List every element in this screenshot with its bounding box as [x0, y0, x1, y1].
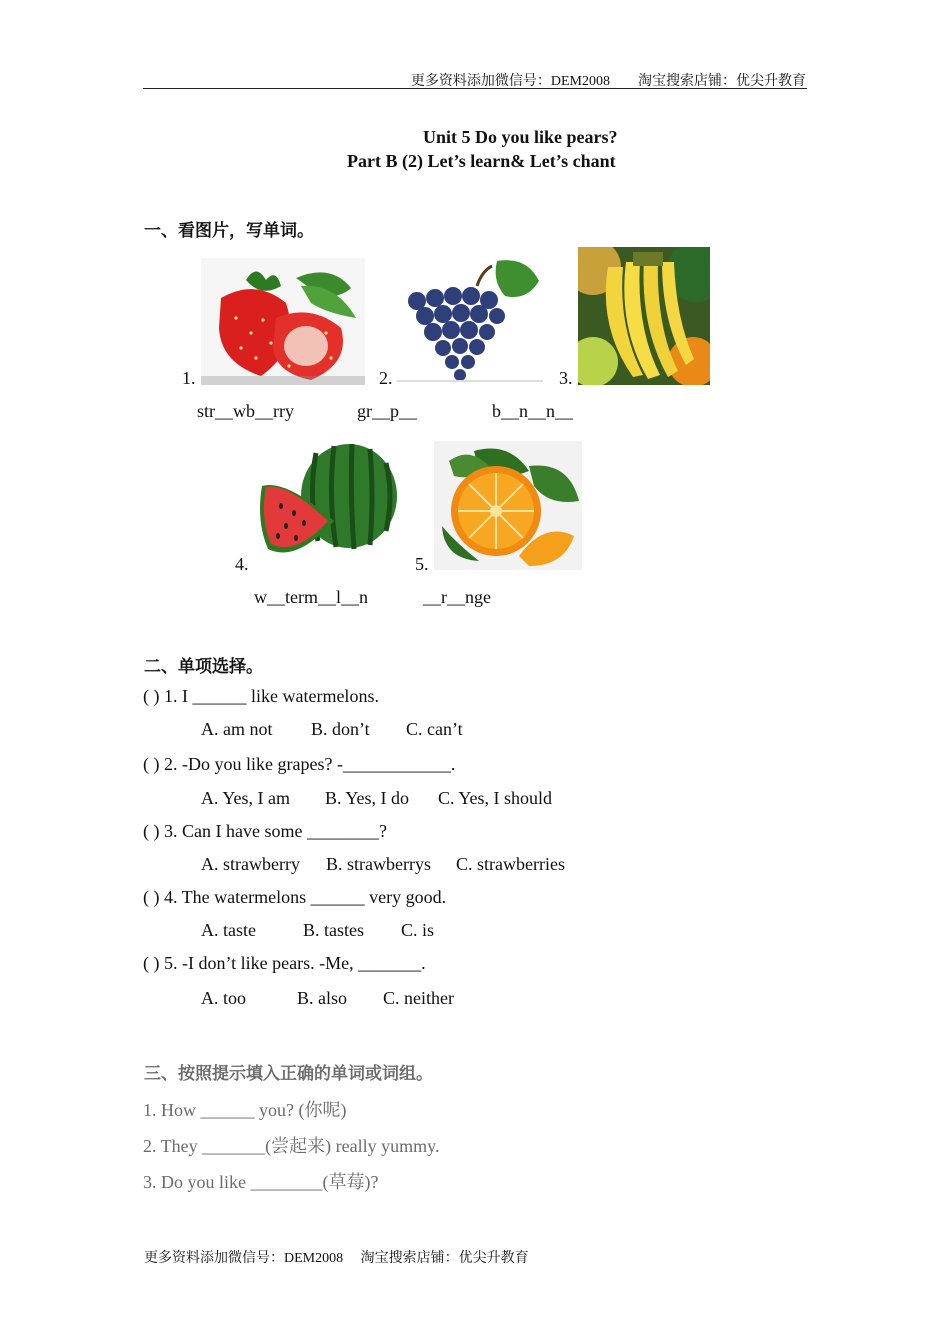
- option-3b: B. strawberrys: [326, 854, 431, 874]
- section1-heading: 一、看图片，写单词。: [144, 221, 314, 241]
- unit-title: Unit 5 Do you like pears?: [423, 127, 618, 147]
- option-3a: A. strawberry: [201, 854, 300, 874]
- option-2a: A. Yes, I am: [201, 788, 291, 808]
- word-blank-3: b__n__n__: [492, 401, 573, 421]
- item-number-5: 5.: [415, 554, 429, 574]
- option-1c: C. can’t: [406, 719, 463, 739]
- fill-line-1: 1. How ______ you? (你呢): [143, 1100, 347, 1120]
- word-blank-4: w__term__l__n: [254, 587, 368, 607]
- option-5c: C. neither: [383, 988, 454, 1008]
- question-3: ( ) 3. Can I have some ________?: [143, 821, 387, 841]
- option-1b: B. don’t: [311, 719, 370, 739]
- part-title: Part B (2) Let’s learn& Let’s chant: [347, 151, 616, 171]
- option-1a: A. am not: [201, 719, 273, 739]
- option-5a: A. too: [201, 988, 246, 1008]
- option-2b: B. Yes, I do: [325, 788, 410, 808]
- option-4b: B. tastes: [303, 920, 364, 940]
- option-5b: B. also: [297, 988, 348, 1008]
- strawberry-image: [201, 258, 365, 385]
- watermelon-image: [256, 441, 402, 570]
- word-blank-5: __r__nge: [423, 587, 491, 607]
- orange-image: [434, 441, 582, 570]
- page-header: 更多资料添加微信号：DEM2008 淘宝搜索店铺：优尖升教育: [410, 74, 806, 89]
- item-number-2: 2.: [379, 368, 393, 388]
- word-blank-2: gr__p__: [357, 401, 417, 421]
- item-number-1: 1.: [182, 368, 196, 388]
- fill-line-3: 3. Do you like ________(草莓)?: [143, 1172, 379, 1192]
- option-4c: C. is: [401, 920, 435, 940]
- question-5: ( ) 5. -I don’t like pears. -Me, _______.: [143, 953, 426, 973]
- grapes-image: [397, 256, 543, 384]
- item-number-3: 3.: [559, 368, 573, 388]
- option-3c: C. strawberries: [456, 854, 565, 874]
- option-4a: A. taste: [201, 920, 256, 940]
- question-1: ( ) 1. I ______ like watermelons.: [143, 686, 379, 706]
- fill-line-2: 2. They _______(尝起来) really yummy.: [143, 1136, 440, 1156]
- header-rule: [143, 88, 807, 89]
- section3-heading: 三、按照提示填入正确的单词或词组。: [144, 1064, 433, 1084]
- question-4: ( ) 4. The watermelons ______ very good.: [143, 887, 447, 907]
- word-blank-1: str__wb__rry: [197, 401, 294, 421]
- bananas-image: [578, 247, 710, 385]
- section2-heading: 二、单项选择。: [144, 657, 263, 677]
- question-2: ( ) 2. -Do you like grapes? -____________.: [143, 754, 456, 774]
- page-footer: 更多资料添加微信号：DEM2008 淘宝搜索店铺：优尖升教育: [144, 1251, 529, 1266]
- option-2c: C. Yes, I should: [438, 788, 553, 808]
- item-number-4: 4.: [235, 554, 249, 574]
